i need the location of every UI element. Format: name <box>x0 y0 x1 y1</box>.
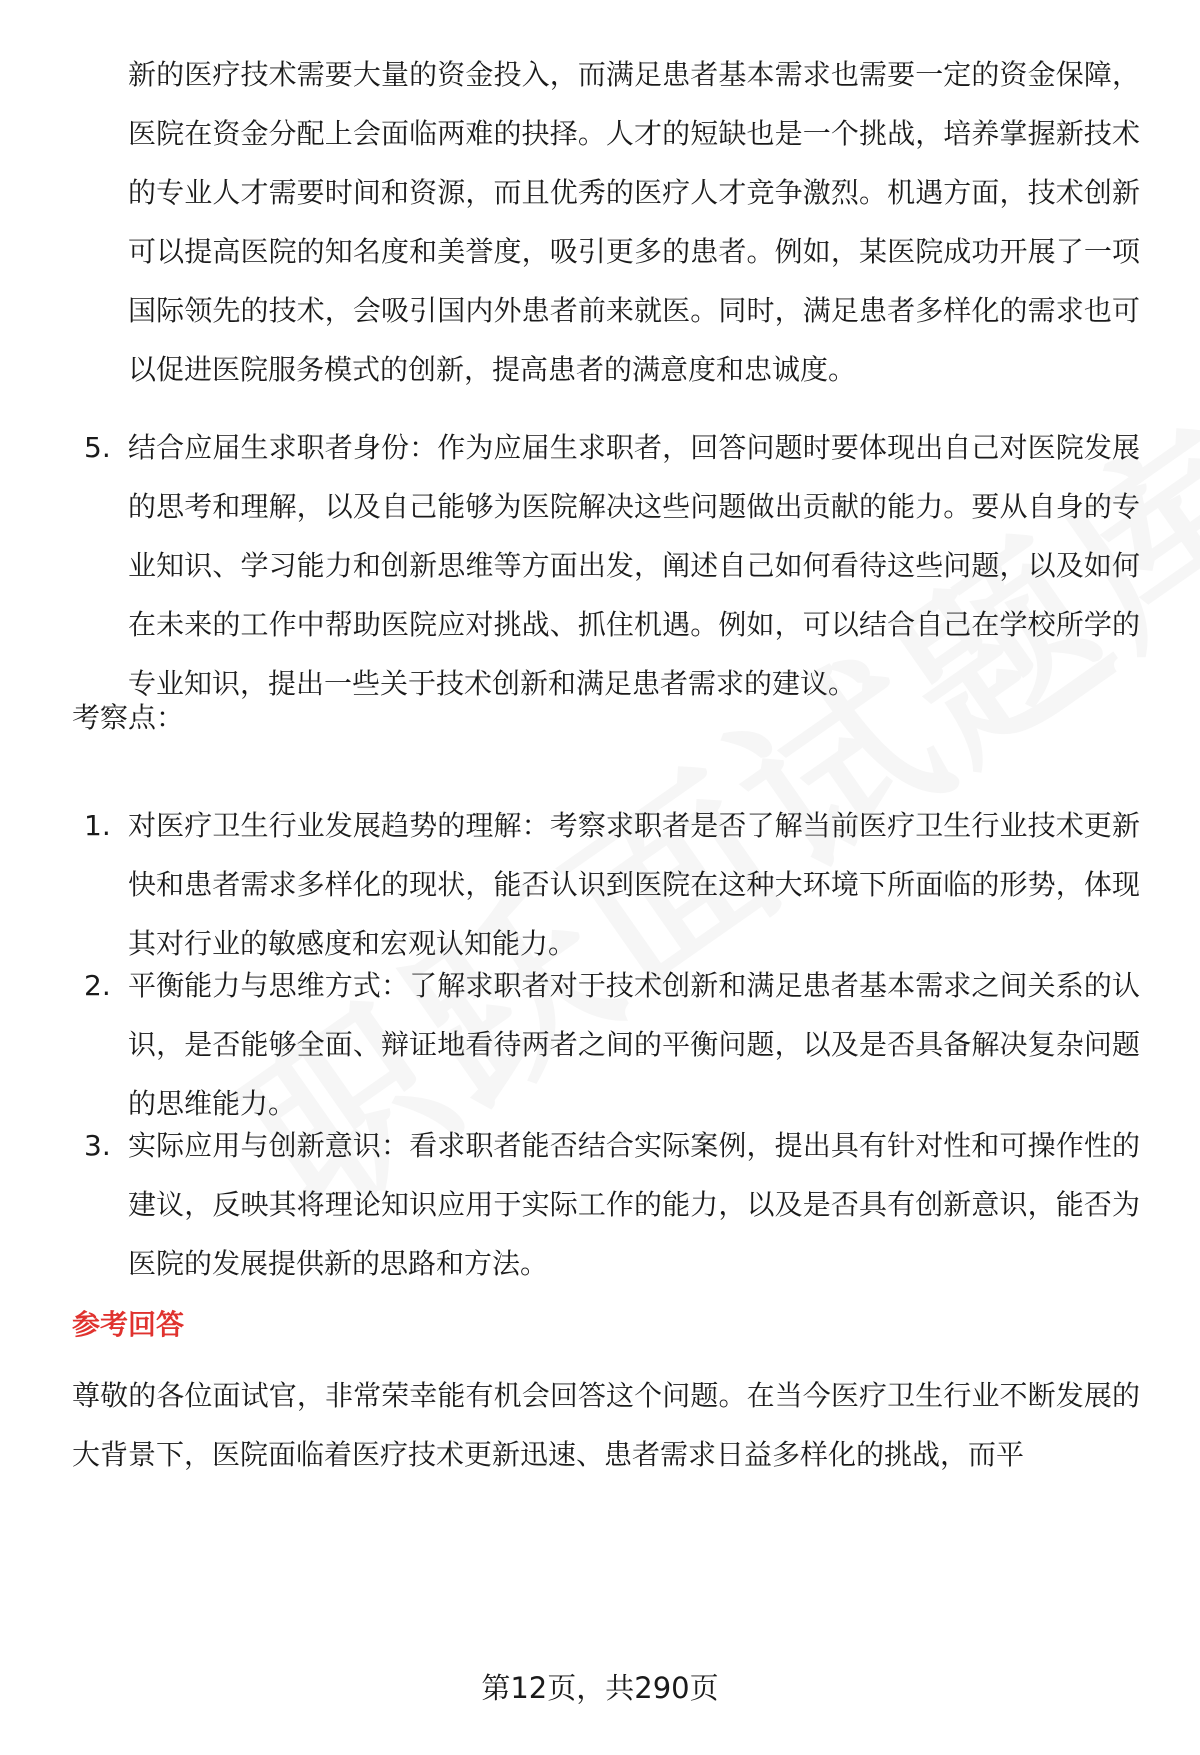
list-number: 2. <box>84 969 111 1002</box>
list-text: 平衡能力与思维方式：了解求职者对于技术创新和满足患者基本需求之间关系的认识，是否能够全面、辩证地看待两者之间的平衡问题，以及是否具备解决复杂问题的思维能力。 <box>128 969 1140 1120</box>
list-number: 5. <box>84 431 111 464</box>
list-text: 结合应届生求职者身份：作为应届生求职者，回答问题时要体现出自己对医院发展的思考和理解，以及自己能够为医院解决这些问题做出贡献的能力。要从自身的专业知识、学习能力和创新思维等方面出发，阐述自己如何看待这些问题，以及如何在未来的工作中帮助医院应对挑战、抓住机遇。例如，可以结合自己在学校所学的专业知识，提出一些关于技术创新和满足患者需求的建议。 <box>128 431 1140 700</box>
list-text: 实际应用与创新意识：看求职者能否结合实际案例，提出具有针对性和可操作性的建议，反映其将理论知识应用于实际工作的能力，以及是否具有创新意识，能否为医院的发展提供新的思路和方法。 <box>128 1129 1140 1280</box>
intro-continuation-paragraph: 新的医疗技术需要大量的资金投入，而满足患者基本需求也需要一定的资金保障，医院在资金分配上会面临两难的抉择。人才的短缺也是一个挑战，培养掌握新技术的专业人才需要时间和资源，而且优秀的医疗人才竞争激烈。机遇方面，技术创新可以提高医院的知名度和美誉度，吸引更多的患者。例如，某医院成功开展了一项国际领先的技术，会吸引国内外患者前来就医。同时，满足患者多样化的需求也可以促进医院服务模式的创新，提高患者的满意度和忠诚度。 <box>128 58 1140 386</box>
reference-answer-heading: 参考回答 <box>72 1308 185 1341</box>
list-number: 3. <box>84 1129 111 1162</box>
list-text: 对医疗卫生行业发展趋势的理解：考察求职者是否了解当前医疗卫生行业技术更新快和患者需求多样化的现状，能否认识到医院在这种大环境下所面临的形势，体现其对行业的敏感度和宏观认知能力。 <box>128 809 1140 960</box>
page-number-footer: 第12页，共290页 <box>481 1671 719 1705</box>
assessment-heading: 考察点： <box>72 701 185 734</box>
reference-answer-paragraph: 尊敬的各位面试官，非常荣幸能有机会回答这个问题。在当今医疗卫生行业不断发展的大背景下，医院面临着医疗技术更新迅速、患者需求日益多样化的挑战，而平 <box>72 1379 1140 1471</box>
list-number: 1. <box>84 809 111 842</box>
